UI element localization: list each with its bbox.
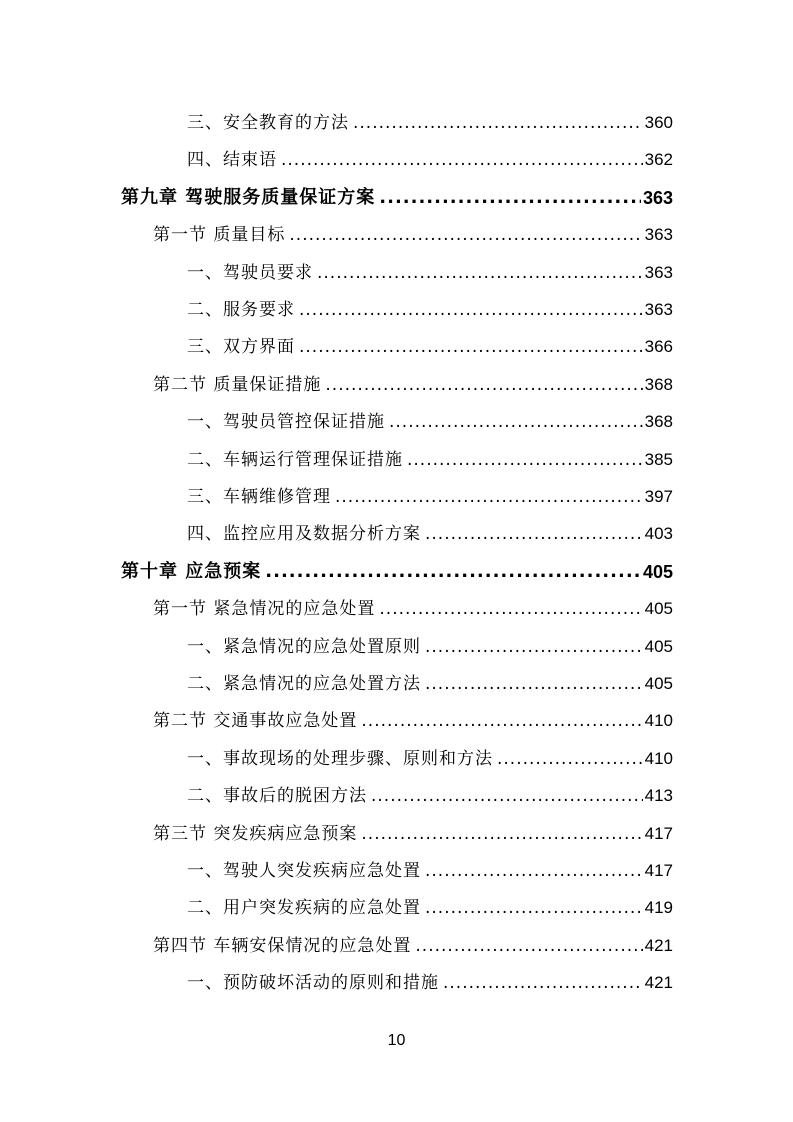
toc-entry-page: 405 — [644, 599, 673, 619]
toc-entry-title: 一、紧急情况的应急处置原则 — [187, 636, 421, 657]
toc-entry[interactable] — [187, 736, 673, 770]
toc-entry-title: 第一节 紧急情况的应急处置 — [153, 599, 376, 620]
toc-leader-dots — [497, 748, 643, 770]
toc-leader-dots — [425, 897, 643, 919]
toc-entry-page: 413 — [644, 786, 673, 806]
toc-entry-page: 410 — [644, 748, 673, 768]
toc-entry-title: 一、预防破坏活动的原则和措施 — [187, 973, 439, 994]
toc-leader-dots — [325, 374, 642, 396]
toc-entry-page: 403 — [644, 524, 673, 544]
toc-section-entry[interactable] — [153, 212, 673, 246]
toc-section-entry[interactable] — [153, 586, 673, 620]
toc-entry[interactable] — [187, 848, 673, 882]
toc-entry-page: 363 — [644, 225, 673, 245]
toc-entry[interactable] — [187, 661, 673, 695]
toc-entry[interactable] — [187, 624, 673, 658]
toc-entry-title: 三、安全教育的方法 — [187, 113, 349, 133]
toc-leader-dots — [425, 523, 643, 545]
toc-leader-dots — [361, 710, 642, 732]
toc-entry[interactable] — [187, 399, 673, 433]
toc-entry[interactable] — [187, 960, 673, 994]
toc-leader-dots — [379, 187, 641, 209]
toc-section-entry[interactable] — [153, 362, 673, 396]
toc-entry-page: 363 — [644, 300, 673, 319]
toc-leader-dots — [289, 224, 642, 246]
page-number: 10 — [387, 1032, 406, 1049]
toc-entry-page: 368 — [644, 374, 673, 394]
toc-entry-page: 419 — [644, 898, 673, 918]
toc-entry-title: 三、车辆维修管理 — [187, 487, 331, 507]
toc-entry-page: 421 — [644, 973, 673, 993]
toc-entry-title: 二、用户突发疾病的应急处置 — [187, 898, 421, 919]
toc-entry-title: 第十章 应急预案 — [121, 560, 262, 582]
toc-entry-page: 360 — [644, 113, 673, 132]
toc-entry[interactable] — [187, 100, 673, 134]
toc-entry-title: 第四节 车辆安保情况的应急处置 — [153, 935, 412, 956]
toc-entry-title: 第九章 驾驶服务质量保证方案 — [121, 186, 376, 208]
toc-entry-page: 417 — [644, 823, 673, 843]
toc-entry-title: 四、监控应用及数据分析方案 — [187, 524, 421, 545]
toc-entry-page: 405 — [642, 561, 673, 582]
toc-entry[interactable] — [187, 137, 673, 171]
toc-leader-dots — [425, 673, 643, 695]
toc-entry-page: 405 — [644, 674, 673, 693]
toc-entry[interactable] — [187, 250, 673, 284]
toc-leader-dots — [299, 336, 643, 358]
toc-leader-dots — [425, 636, 643, 658]
toc-entry-page: 368 — [644, 412, 673, 432]
toc-entry-title: 一、驾驶人突发疾病应急处置 — [187, 861, 421, 881]
toc-leader-dots — [353, 112, 643, 134]
toc-entry-title: 二、车辆运行管理保证措施 — [187, 449, 403, 470]
toc-chapter-entry[interactable] — [121, 549, 673, 583]
toc-entry[interactable] — [187, 773, 673, 807]
toc-entry-title: 第三节 突发疾病应急预案 — [153, 823, 358, 844]
toc-entry-title: 一、驾驶员管控保证措施 — [187, 412, 385, 433]
toc-entry-page: 405 — [644, 636, 673, 656]
toc-entry[interactable] — [187, 324, 673, 358]
toc-chapter-entry[interactable] — [121, 175, 673, 209]
toc-entry-page: 366 — [644, 337, 673, 357]
toc-entry[interactable] — [187, 287, 673, 321]
toc-entry-title: 三、双方界面 — [187, 337, 295, 358]
toc-entry-page: 410 — [644, 711, 673, 731]
toc-section-entry[interactable] — [153, 698, 673, 732]
toc-entry-title: 一、驾驶员要求 — [187, 262, 313, 283]
toc-entry-title: 二、紧急情况的应急处置方法 — [187, 674, 421, 694]
toc-leader-dots — [425, 860, 643, 882]
toc-leader-dots — [415, 935, 642, 957]
toc-leader-dots — [371, 785, 643, 807]
toc-entry[interactable] — [187, 474, 673, 508]
toc-leader-dots — [335, 486, 643, 508]
toc-entry[interactable] — [187, 437, 673, 471]
toc-leader-dots — [407, 449, 643, 471]
toc-leader-dots — [299, 299, 643, 321]
toc-section-entry[interactable] — [153, 811, 673, 845]
toc-leader-dots — [379, 598, 642, 620]
toc-entry-page: 421 — [644, 935, 673, 955]
toc-leader-dots — [361, 823, 642, 845]
toc-entry-page: 362 — [644, 150, 673, 170]
toc-entry-title: 第二节 交通事故应急处置 — [153, 711, 358, 732]
toc-entry-title: 一、事故现场的处理步骤、原则和方法 — [187, 748, 493, 769]
toc-entry[interactable] — [187, 885, 673, 919]
toc-entry-page: 417 — [644, 861, 673, 880]
toc-leader-dots — [443, 972, 643, 994]
toc-entry[interactable] — [187, 511, 673, 545]
toc-entry-title: 二、事故后的脱困方法 — [187, 786, 367, 807]
toc-leader-dots — [265, 561, 641, 583]
toc-entry-title: 第二节 质量保证措施 — [153, 374, 322, 395]
toc-leader-dots — [281, 149, 643, 171]
toc-leader-dots — [317, 262, 643, 284]
toc-entry-title: 四、结束语 — [187, 150, 277, 171]
toc-entry-title: 二、服务要求 — [187, 300, 295, 320]
toc-entry-page: 385 — [644, 449, 673, 469]
toc-entry-page: 363 — [642, 187, 673, 208]
toc-section-entry[interactable] — [153, 923, 673, 957]
toc-entry-page: 397 — [644, 487, 673, 506]
toc-entry-page: 363 — [644, 262, 673, 282]
toc-leader-dots — [389, 411, 643, 433]
toc-entry-title: 第一节 质量目标 — [153, 225, 286, 246]
